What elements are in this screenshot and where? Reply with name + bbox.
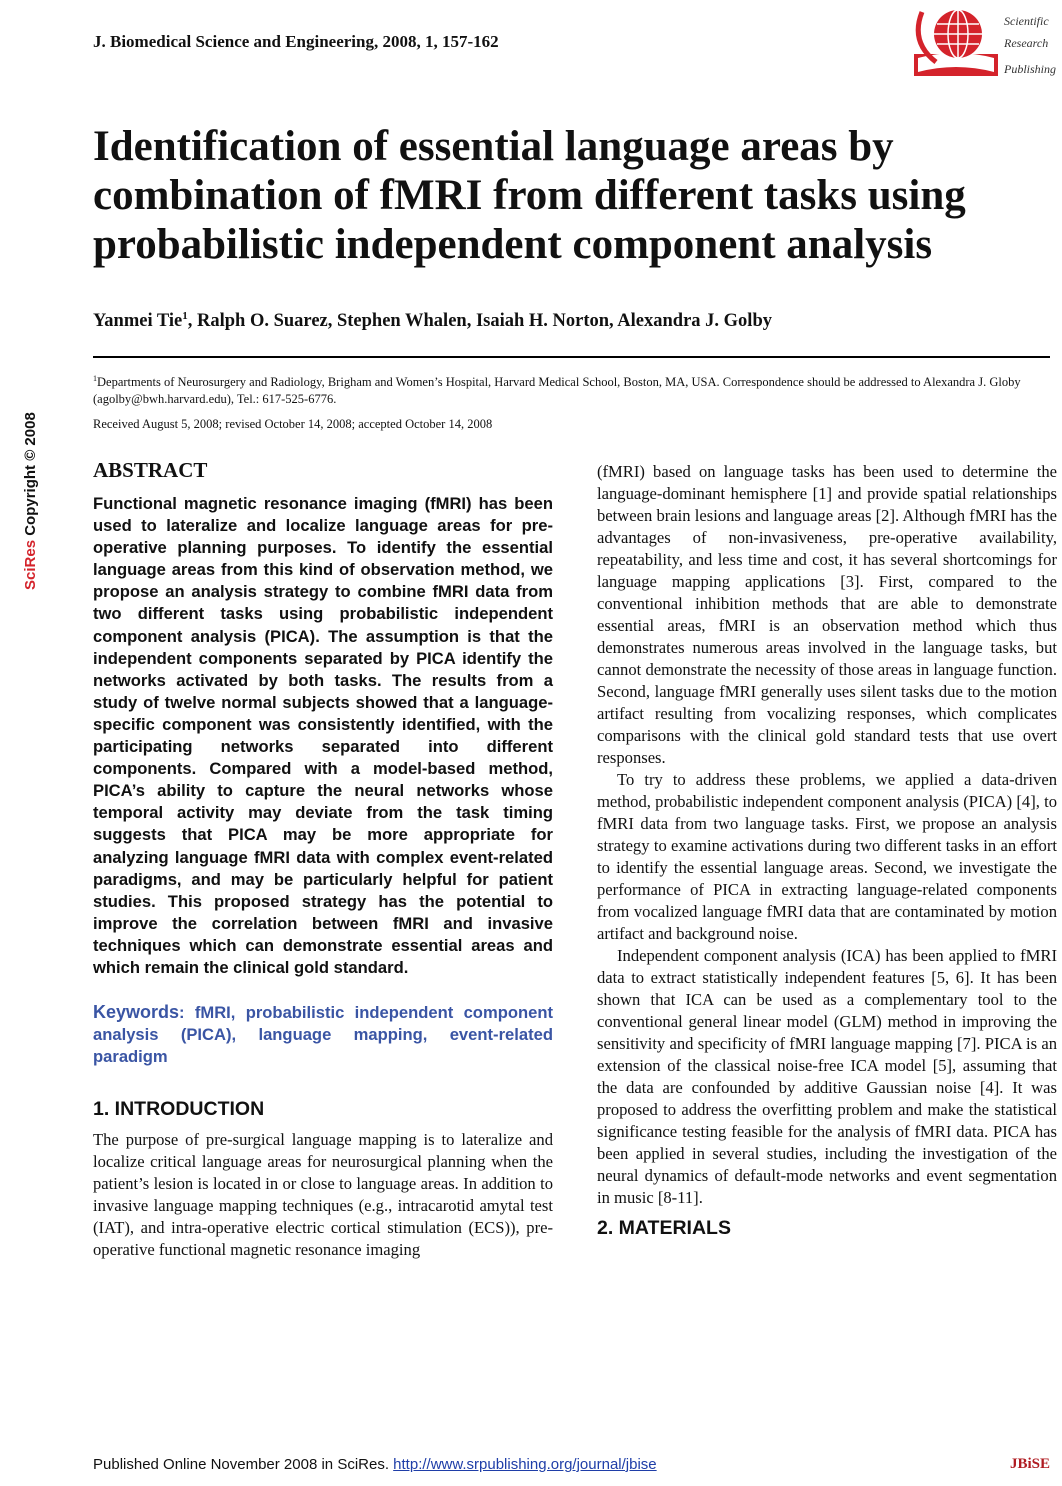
abstract-text: Functional magnetic resonance imaging (fMRI) has been used to lateralize and localize language areas for pre-operative planning purposes. To identify the essential language areas from this kind of observation method, we propose an analysis strategy to combine fMRI data from two different tasks using probabilistic independent component analysis (PICA). The assumption is that the independent components separated by PICA identify the networks activated by both tasks. The results from a study of twelve normal subjects showed that a language-specific component was consistently identified, with the participating networks separated into different components. Compared with a model-based method, PICA’s ability to capture the neural networks whose temporal activity may deviate from the task timing suggests that PICA may be more appropriate for analyzing language fMRI data with complex event-related paradigms, and may be particularly helpful for patient studies. This proposed strategy has the potential to improve the correlation between fMRI and invasive techniques which can demonstrate essential areas and which remain the clinical gold standard. [93, 494, 553, 977]
body-paragraph: Independent component analysis (ICA) has been applied to fMRI data to extract statistically independent features [5, 6]. It has been shown that ICA can be used as a complementary tool to the conventional general linear model (GLM) method in improving the sensitivity and specificity of fMRI language mapping [7]. PICA is an extension of the classical noise-free ICA model [5], assuming that the data are confounded by additive Gaussian noise [4]. It was proposed to address the overfitting problem and make the statistical significance testing feasible for the analysis of fMRI data. PICA has been applied in several studies, including the investigation of the neural dynamics of default-mode networks and event segmentation in music [8-11]. [597, 946, 1057, 1207]
right-column [597, 461, 1057, 1248]
paper-title: Identification of essential language areas by combination of fMRI from different tasks using probabilistic independent component analysis [93, 123, 966, 268]
body-paragraph: The purpose of pre-surgical language mapping is to lateralize and localize critical language areas for neurosurgical planning when the patient’s lesion is located in or close to language areas. In addition to invasive language mapping techniques (e.g., intracarotid amytal test (IAT), and intra-operative electric cortical stimulation (ECS)), pre-operative functional magnetic resonance imaging [93, 1130, 553, 1260]
footer [93, 1456, 657, 1473]
body-paragraph: To try to address these problems, we applied a data-driven method, probabilistic independent component analysis (PICA) [4], to fMRI data from two language tasks. First, we propose an analysis strategy to examine activations during two different tasks in an effort to identify the essential language areas. Second, we investigate the performance of PICA in extracting language-related components from vocalized language fMRI data that are contaminated by motion artifact and background noise. [597, 770, 1057, 943]
affiliation-marker: 1 [182, 310, 188, 322]
logo-text: Publishing [1004, 62, 1057, 76]
logo-text: Research [1004, 36, 1049, 50]
left-column [93, 458, 553, 1261]
journal-header: J. Biomedical Science and Engineering, 2008, 1, 157-162 [93, 32, 499, 51]
section-heading-introduction: 1. INTRODUCTION [93, 1098, 265, 1121]
keywords-text: : fMRI, probabilistic independent component analysis (PICA), language mapping, event-related paradigm [93, 1003, 553, 1067]
brand-text: SciRes [22, 539, 39, 590]
keywords [93, 1001, 553, 1068]
logo-text: Scientific [1004, 14, 1049, 28]
abstract-heading: ABSTRACT [93, 458, 208, 482]
keywords-label: Keywords [93, 1002, 180, 1023]
section-heading-materials: 2. MATERIALS [597, 1217, 731, 1239]
copyright-text: Copyright © 2008 [22, 412, 39, 540]
globe-book-icon [908, 2, 1004, 80]
affiliation-marker: 1 [93, 374, 97, 383]
journal-link[interactable]: http://www.srpublishing.org/journal/jbise [393, 1456, 657, 1473]
author-names: , Ralph O. Suarez, Stephen Whalen, Isaiah H. Norton, Alexandra J. Golby [187, 311, 772, 332]
copyright-sidebar [22, 412, 39, 590]
footer-text: Published Online November 2008 in SciRes. [93, 1456, 394, 1473]
affiliation-text: Departments of Neurosurgery and Radiology, Brigham and Women’s Hospital, Harvard Medical School, Boston, MA, USA. Correspondence should be addressed to Alexandra J. Globy (agolby@bwh.harvard.edu), Tel.: 617-525-6776. [93, 375, 1021, 407]
body-paragraph: (fMRI) based on language tasks has been used to determine the language-dominant hemisphere [1] and provide spatial relationships between brain lesions and language areas [2]. Although fMRI has the advantages of non-invasiveness, pre-operative availability, repeatability, and less time and cost, it has several shortcomings for language mapping applications [3]. First, compared to the conventional inhibition methods that are able to demonstrate essential areas, fMRI is an observation method which thus demonstrates numerous areas involved in the language tasks, but cannot demonstrate the necessity of those areas in language function. Second, language fMRI generally uses silent tasks due to the motion artifact resulting from vocalizing responses, which complicates comparisons with the clinical gold standard tests that use overt responses. [597, 462, 1057, 767]
received-dates: Received August 5, 2008; revised October 14, 2008; accepted October 14, 2008 [93, 417, 493, 431]
divider [93, 356, 1050, 358]
author-list [93, 310, 772, 332]
journal-badge: JBiSE [1010, 1456, 1051, 1472]
affiliation [93, 370, 1048, 408]
author-name: Yanmei Tie [93, 311, 183, 332]
publisher-logo [908, 2, 1062, 80]
